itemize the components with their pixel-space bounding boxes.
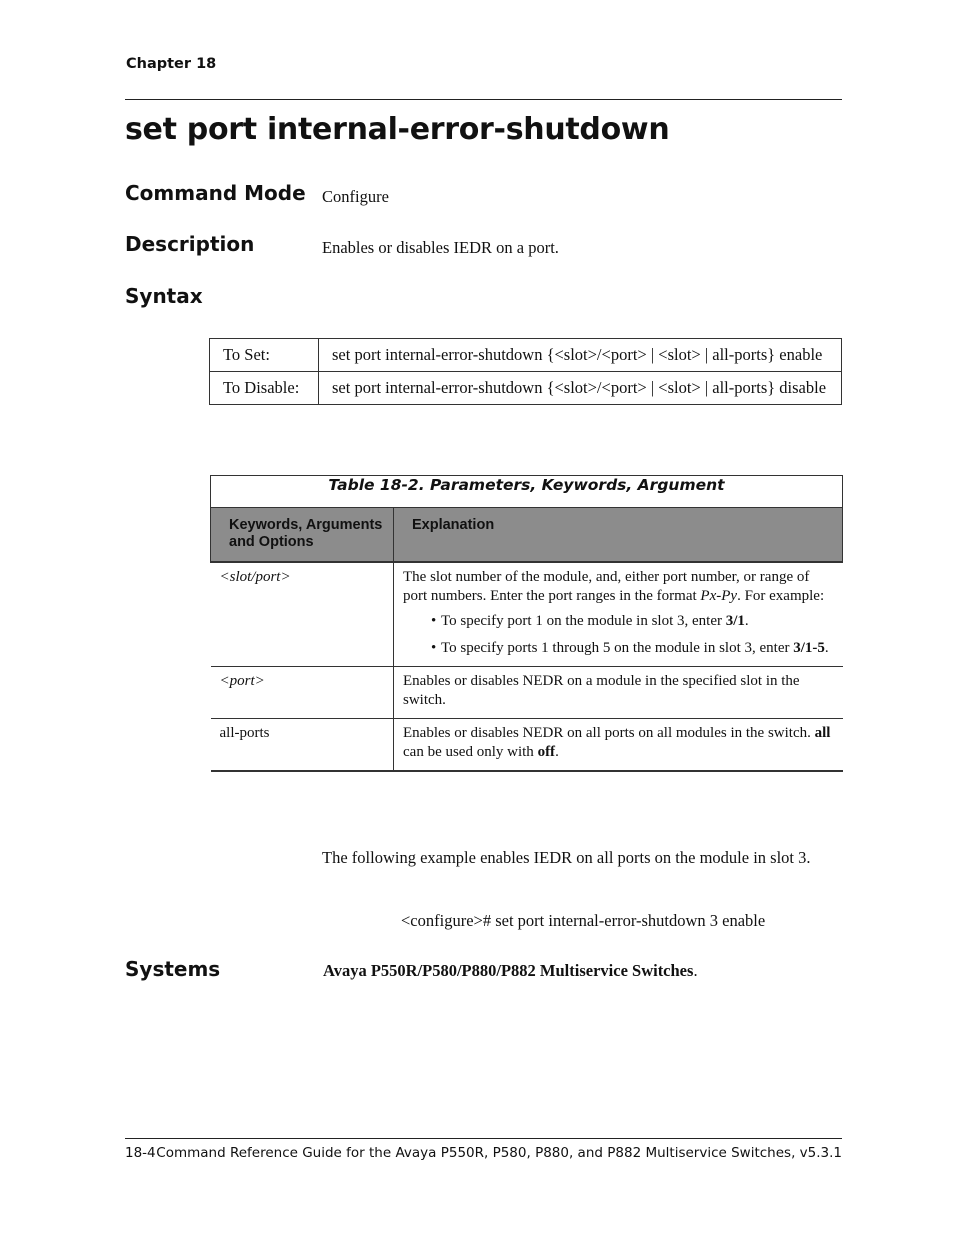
- bullet-text: To specify port 1 on the module in slot 3, enter: [441, 613, 726, 629]
- bullet-list: [403, 612, 833, 658]
- syntax-label: To Disable:: [210, 372, 319, 405]
- systems-value: [323, 961, 698, 981]
- bullet-icon: •: [431, 640, 437, 656]
- explanation-text: The slot number of the module, and, either port number, or range of port numbers. Enter the port ranges in the format: [403, 569, 810, 604]
- list-item: [431, 612, 833, 631]
- bullet-text: To specify ports 1 through 5 on the module in slot 3, enter: [441, 640, 794, 656]
- page-title: set port internal-error-shutdown: [125, 112, 670, 147]
- explanation-cell: Enables or disables NEDR on a module in the specified slot in the switch.: [394, 667, 843, 719]
- table-caption: Table 18-2. Parameters, Keywords, Argument: [211, 476, 843, 508]
- explanation-text: . For example:: [737, 588, 825, 604]
- header-rule: [125, 99, 842, 100]
- syntax-label: To Set:: [210, 339, 319, 372]
- bullet-end: .: [744, 613, 749, 629]
- syntax-command: set port internal-error-shutdown {<slot>/<port> | <slot> | all-ports} disable: [319, 372, 842, 405]
- bullet-icon: •: [431, 613, 437, 629]
- list-item: [431, 639, 833, 658]
- keyword-cell: [211, 562, 394, 667]
- bullet-bold: 3/1: [725, 613, 745, 629]
- table-row: [211, 667, 843, 719]
- explanation-bold: off: [537, 744, 556, 760]
- syntax-table: [209, 338, 842, 405]
- table-row: [210, 339, 842, 372]
- table-row: [211, 719, 843, 772]
- systems-heading: Systems: [125, 957, 221, 981]
- table-header-row: [211, 508, 843, 563]
- systems-end: .: [693, 961, 698, 980]
- table-row: [211, 562, 843, 667]
- description-heading: Description: [125, 232, 255, 256]
- chapter-label: Chapter 18: [126, 56, 217, 72]
- parameters-table: [210, 475, 843, 772]
- table-row: [210, 372, 842, 405]
- command-mode-value: Configure: [322, 187, 389, 206]
- syntax-command: set port internal-error-shutdown {<slot>/<port> | <slot> | all-ports} enable: [319, 339, 842, 372]
- footer-rule: [125, 1138, 842, 1139]
- column-header: Keywords, Arguments and Options: [211, 508, 394, 563]
- explanation-cell: [394, 562, 843, 667]
- footer-title: Command Reference Guide for the Avaya P550R, P580, P880, and P882 Multiservice Switches, v5.3.1: [156, 1145, 842, 1161]
- keyword-text: <port>: [219, 673, 265, 689]
- bullet-bold: 3/1-5: [793, 640, 825, 656]
- explanation-text: Enables or disables NEDR on all ports on all modules in the switch.: [403, 725, 815, 741]
- systems-name: Avaya P550R/P580/P880/P882 Multiservice Switches: [323, 961, 694, 980]
- explanation-italic: Px-Py: [700, 588, 738, 604]
- keyword-text: <slot/port>: [219, 569, 291, 585]
- example-code: <configure># set port internal-error-shutdown 3 enable: [401, 911, 766, 930]
- command-mode-heading: Command Mode: [125, 181, 306, 205]
- explanation-text: can be used only with: [403, 744, 538, 760]
- syntax-heading: Syntax: [125, 284, 203, 308]
- keyword-cell: [211, 667, 394, 719]
- explanation-cell: [394, 719, 843, 772]
- keyword-cell: all-ports: [211, 719, 394, 772]
- explanation-bold: all: [814, 725, 831, 741]
- bullet-end: .: [824, 640, 829, 656]
- description-value: Enables or disables IEDR on a port.: [322, 238, 559, 257]
- explanation-end: .: [555, 744, 559, 760]
- page-number: 18-4: [125, 1145, 156, 1161]
- column-header: Explanation: [394, 508, 843, 563]
- example-text: The following example enables IEDR on all ports on the module in slot 3.: [322, 848, 811, 867]
